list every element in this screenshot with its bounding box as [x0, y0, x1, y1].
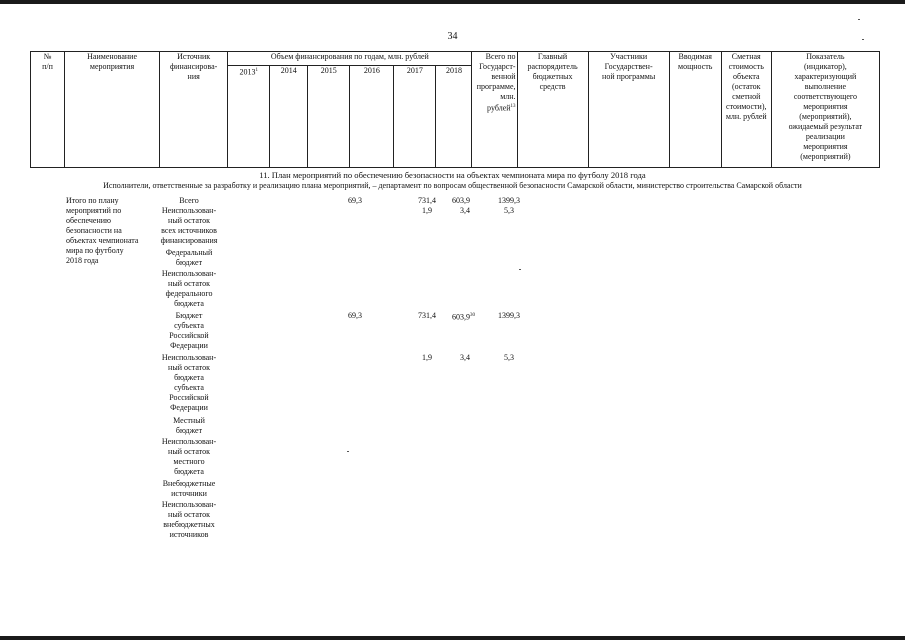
value-2018: 3,4: [460, 206, 470, 215]
col-year-2015: 2015: [308, 66, 350, 168]
value-2018: 603,9$^{30}$: [452, 312, 475, 322]
scan-speck: [519, 269, 521, 270]
col-year-2016: 2016: [350, 66, 394, 168]
value-2017: 1,9: [422, 206, 432, 215]
scan-speck: [858, 19, 860, 20]
source-unused-local: Неиспользован- ный остаток местного бюджета: [161, 437, 217, 476]
value-2018: 3,4: [460, 353, 470, 362]
col-capacity: Вводимая мощность: [669, 52, 721, 168]
value-2018: 603,9: [452, 196, 470, 205]
col-no: № п/п: [31, 52, 65, 168]
source-local: Местный бюджет: [173, 416, 205, 435]
source-regional: Бюджет субъекта Российской Федерации: [169, 311, 209, 350]
scan-edge-bottom: [0, 636, 905, 640]
source-unused-regional: Неиспользован- ный остаток бюджета субъекта Российской Федерации: [161, 353, 217, 412]
value-2017: 731,4: [418, 311, 436, 320]
value-2017: 731,4: [418, 196, 436, 205]
value-2016: 69,3: [348, 196, 362, 205]
section-title: 11. План мероприятий по обеспечению безопасности на объектах чемпионата мира по футболу 2018 года: [259, 170, 646, 180]
page-number: 34: [447, 31, 458, 42]
source-unused-all: Неиспользован- ный остаток всех источников финансирования: [160, 206, 218, 245]
source-federal: Федеральный бюджет: [165, 248, 213, 267]
col-indicator: Показатель (индикатор), характеризующий выполнение соответствующего мероприятия (мероприятий), ожидаемый результат реализации мероприятия (мероприятий): [771, 52, 879, 168]
col-participants: Участники Государствен- ной программы: [588, 52, 669, 168]
source-unused-extrabudget: Неиспользован- ный остаток внебюджетных источников: [161, 500, 217, 539]
scan-edge-top: [0, 0, 905, 4]
value-total: 5,3: [504, 206, 514, 215]
value-total: 1399,3: [498, 196, 520, 205]
source-unused-federal: Неиспользован- ный остаток федерального бюджета: [161, 269, 217, 308]
value-2016: 69,3: [348, 311, 362, 320]
measure-name: Итого по плану мероприятий по обеспечению безопасности на объектах чемпионата мира по футболу 2018 года: [66, 196, 139, 265]
col-source: Источник финансирова- ния: [160, 52, 228, 168]
col-year-2013: 2013$^1$: [228, 66, 270, 168]
scan-speck: [347, 451, 349, 452]
col-year-2014: 2014: [270, 66, 308, 168]
col-name: Наименование мероприятия: [65, 52, 160, 168]
value-total: 5,3: [504, 353, 514, 362]
source-total: Всего: [179, 196, 199, 205]
executors-line: Исполнители, ответственные за разработку и реализацию плана мероприятий, – департамент по вопросам общественной безопасности Самарской области, министерство строительства Самарской области: [103, 181, 802, 190]
col-year-2018: 2018: [436, 66, 472, 168]
col-manager: Главный распорядитель бюджетных средств: [517, 52, 588, 168]
header-table: [30, 51, 880, 168]
value-total: 1399,3: [498, 311, 520, 320]
value-2017: 1,9: [422, 353, 432, 362]
col-cost: Сметная стоимость объекта (остаток сметной стоимости), млн. рублей: [721, 52, 771, 168]
source-extrabudget: Внебюджетные источники: [162, 479, 216, 498]
col-total: Всего по Государст- венной программе, млн. рублей$^{13}$: [472, 52, 517, 168]
col-year-2017: 2017: [394, 66, 436, 168]
col-funding-title: Объем финансирования по годам, млн. рублей: [228, 52, 472, 66]
